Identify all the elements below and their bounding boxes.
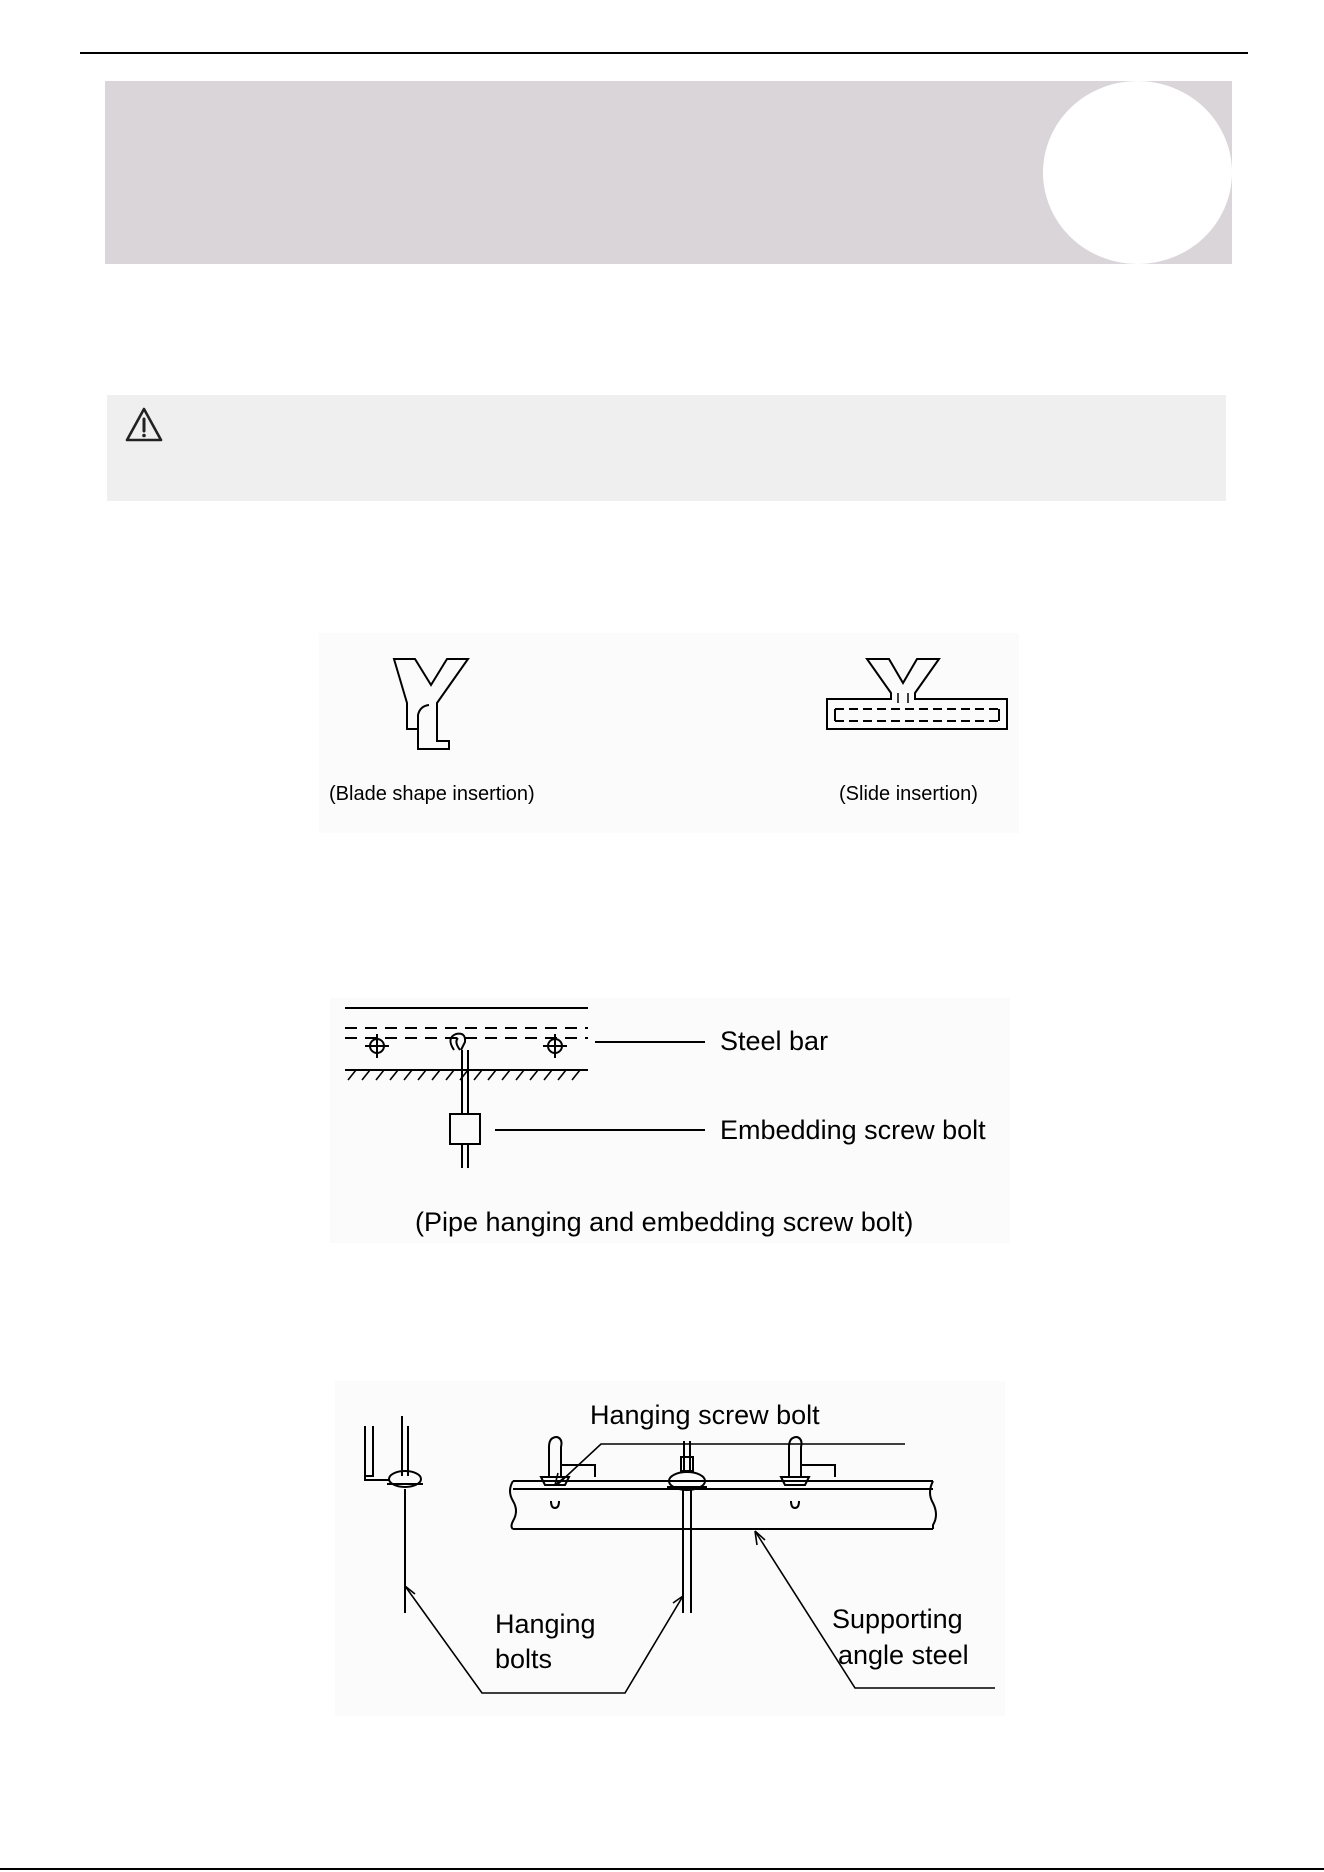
hook-bolt-drawing [450,1034,480,1168]
warning-triangle-icon [124,405,164,445]
hanging-bolts-label-line1: Hanging [495,1609,596,1639]
angle-steel-figure [335,1381,1005,1716]
slide-insert-drawing [827,659,1007,729]
hanging-screw-bolt-label: Hanging screw bolt [590,1400,820,1430]
supporting-label-line1: Supporting [832,1604,963,1634]
angle-steel-drawing [510,1481,936,1529]
hanging-bolts-label-line2: bolts [495,1644,553,1674]
warning-box [107,395,1226,501]
top-rule [80,52,1248,54]
insertion-figure [319,633,1019,833]
pipe-hanging-caption: (Pipe hanging and embedding screw bolt) [415,1207,914,1237]
header-circle [1043,81,1232,264]
bottom-rule [0,1868,1324,1870]
slide-caption: (Slide insertion) [839,783,978,805]
supporting-label-line2: angle steel [838,1640,969,1670]
blade-caption: (Blade shape insertion) [329,783,535,805]
blade-insert-drawing [394,659,468,749]
embedding-screw-bolt-label: Embedding screw bolt [720,1115,986,1145]
side-view-drawing [365,1416,423,1613]
steel-bar-label: Steel bar [720,1026,829,1056]
slab-hatching [348,1070,580,1080]
concrete-slab-drawing [345,1008,588,1070]
pipe-hanging-figure [330,998,1010,1243]
